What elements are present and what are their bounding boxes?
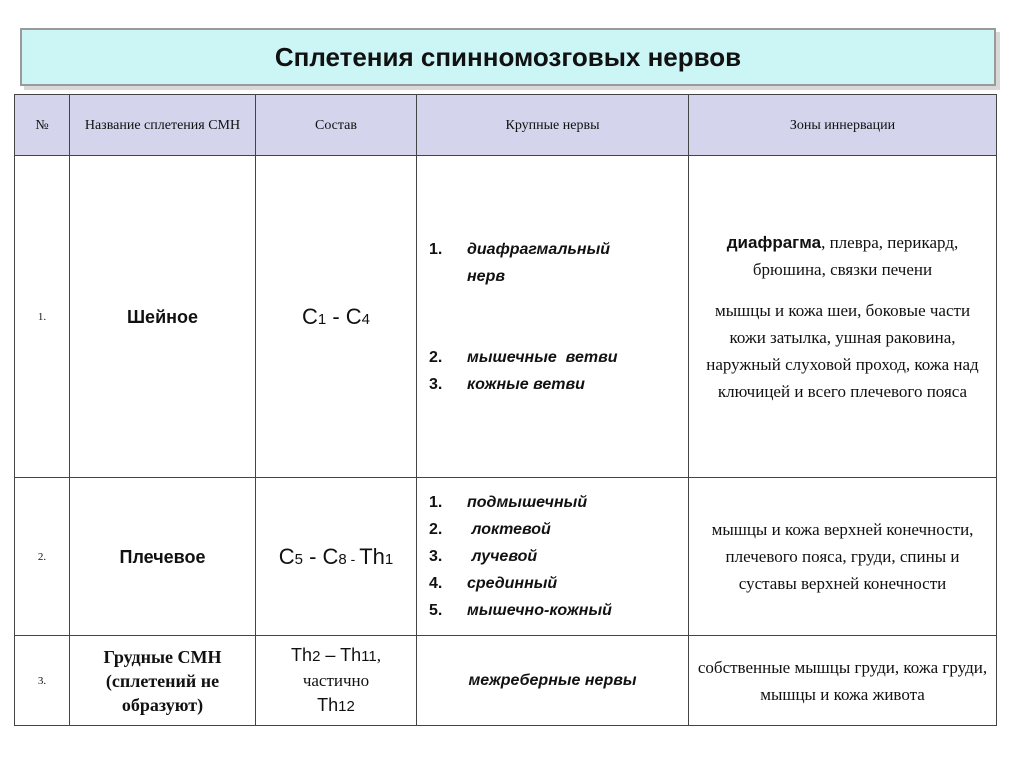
table-row — [15, 636, 997, 726]
list-item: нерв — [467, 267, 505, 285]
page-title: Сплетения спинномозговых нервов — [274, 41, 742, 72]
plexus-name: Грудные СМН (сплетений не образуют) — [70, 636, 256, 726]
innervation-zones: мышцы и кожа верхней конечности, плечевого пояса, груди, спины и суставы верхней конечности — [689, 478, 997, 636]
header-composition: Состав — [256, 95, 417, 156]
innervation-zones: собственные мышцы груди, кожа груди, мышцы и кожа живота — [689, 636, 997, 726]
list-item: 3. кожные ветви — [429, 375, 585, 393]
nerves-cell: межреберные нервы — [417, 636, 689, 726]
list-item: 1. подмышечный — [429, 494, 588, 511]
composition: Th2 – Th11, частично Th12 — [256, 636, 417, 726]
header-name: Название сплетения СМН — [70, 95, 256, 156]
plexus-name: Шейное — [70, 156, 256, 478]
nerves-cell — [417, 478, 689, 636]
list-item: 2. мышечные ветви — [429, 348, 618, 366]
plexus-table — [14, 94, 997, 726]
nerve-list — [417, 236, 688, 398]
list-item: 5. мышечно-кожный — [429, 602, 612, 619]
table-header-row — [15, 95, 997, 156]
list-item: 3. лучевой — [429, 548, 538, 565]
nerves-cell — [417, 156, 689, 478]
table-row — [15, 478, 997, 636]
list-item: 1. диафрагмальный — [429, 240, 611, 258]
header-nerves: Крупные нервы — [417, 95, 689, 156]
plexus-name: Плечевое — [70, 478, 256, 636]
table-row — [15, 156, 997, 478]
composition: C5 - C8 - Th1 — [256, 478, 417, 636]
header-num: № — [15, 95, 70, 156]
header-zones: Зоны иннервации — [689, 95, 997, 156]
row-num: 1. — [15, 156, 70, 478]
nerve-list — [417, 489, 688, 624]
composition: C1 - C4 — [256, 156, 417, 478]
innervation-zones: диафрагма, плевра, перикард, брюшина, связки печени мышцы и кожа шеи, боковые части кожи затылка, ушная раковина, наружный слуховой проход, кожа над ключицей и всего плечевого пояса — [689, 156, 997, 478]
title-banner — [20, 28, 996, 86]
list-item: 4. срединный — [429, 575, 558, 592]
row-num: 3. — [15, 636, 70, 726]
list-item: 2. локтевой — [429, 521, 551, 538]
row-num: 2. — [15, 478, 70, 636]
